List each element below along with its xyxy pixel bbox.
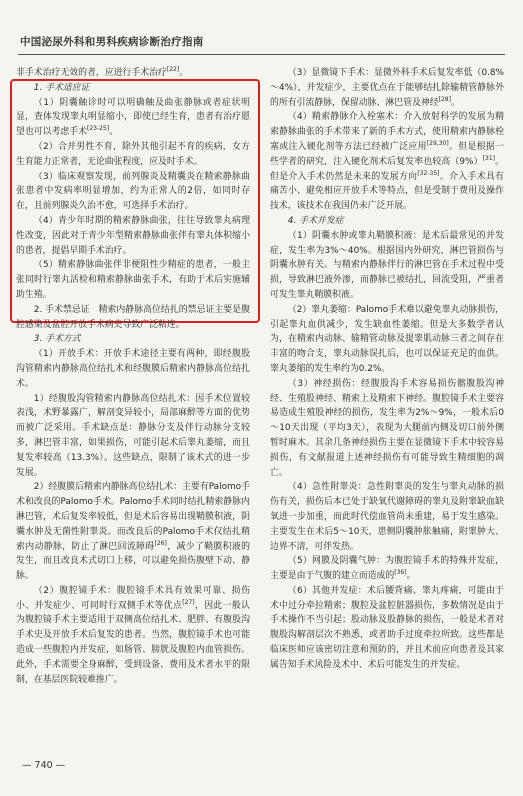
- citation: [31]: [482, 154, 495, 162]
- citation: [28]: [438, 95, 451, 103]
- page-number: — 740 —: [22, 760, 66, 771]
- citation: [27]: [182, 598, 195, 606]
- indication-4: （4）青少年时期的精索静脉曲张，往往导致睾丸病理性改变，因此对于青少年型精索静脉曲张伴有睾丸体积缩小的患者，提倡早期手术治疗。: [16, 215, 250, 256]
- inguinal-approach-paragraph: 1）经腹股沟管精索内静脉高位结扎术：因手术位置较表浅，术野暴露广，解剖变异较小，局部麻醉等方面的优势而被广泛采用。手术缺点是：静脉分支及伴行动脉分支较多，淋巴管丰富，如果损伤，可能引起术后睾丸萎缩，而且复发率较高（13.3%）。这些缺点，限制了该术式的进一步发展。: [16, 393, 250, 478]
- laparoscopic-text-tail: ，因此一般认为腹腔镜手术主要适用于双侧高位结扎术、肥胖、有腹股沟手术史及开放手术后复发的患者。当然，腹腔镜手术也可能造成一些腹腔内并发症，如肠管、膀胱及腹腔内血管损伤。此外，手术需要全身麻醉，受到设备、费用及术者水平的限制，在基层医院较难推广。: [16, 600, 251, 685]
- retroperitoneal-text: 2）经腹膜后精索内静脉高位结扎术：主要有Palomo手术和改良的Palomo手术。Palomo手术同时结扎精索静脉内淋巴管，术后复发率较低，但是术后容易出现鞘膜积液，阴囊水肿及无菌性附睾炎。而改良后的Palomo手术仅结扎精索内动静脉，防止了淋巴回流障碍: [16, 482, 250, 552]
- complication-1: （1）阴囊水肿或睾丸鞘膜积液：是术后最常见的并发症，发生率为3%～40%。根据国内外研究，淋巴管损伤与阴囊水肿有关。与精索内静脉伴行的淋巴管在手术过程中受损，导致淋巴液外渗，而静脉已被结扎，回流受阻，严重者可发生睾丸鞘膜积液。: [270, 230, 504, 300]
- citation: [26]: [154, 539, 167, 547]
- citation: [32-35]: [417, 169, 440, 177]
- indication-1: （1）阴囊触诊时可以明确触及曲张静脉或者症状明显，查体发现睾丸明显缩小，即使已经生育，患者有治疗愿望也可以考虑手术[23-25]。: [16, 97, 250, 138]
- embolization-text-3: 。但是介入手术仍然是未来的发展方向: [270, 156, 505, 182]
- laparoscopic-text: （2）腹腔镜手术：腹腔镜手术具有效果可靠、损伤小、并发症少、可同时行双侧手术等优点: [16, 585, 250, 611]
- running-header: 中国泌尿外科和男科疾病诊断治疗指南: [20, 36, 204, 48]
- complication-2: （2）睾丸萎缩：Palomo手术难以避免睾丸动脉损伤，引起睾丸血供减少，发生缺血性萎缩。但是大多数学者认为，在精索内动脉、输精管动脉及提睾肌动脉三者之间存在丰富的吻合支，睾丸动脉误扎后，也可以保证充足的血供。睾丸萎缩的发生率约为0.2%。: [270, 304, 504, 374]
- open-surgery-paragraph: （1）开放手术：开放手术途径主要有两种，即经腹股沟管精索内静脉高位结扎术和经腹膜后精索内静脉高位结扎术。: [16, 349, 250, 389]
- contraindications-paragraph: 2. 手术禁忌证 精索内静脉高位结扎的禁忌证主要是腹腔感染及盆腔开放手术病史导致广泛粘连。: [16, 304, 250, 330]
- complication-6: （6）其他并发症：术后腰背痛、睾丸疼痛，可能由于术中过分牵拉精索；腹腔及盆腔脏器损伤，多数情况是由于手术操作不当引起；股动脉及股静脉的损伤，一般是术者对腹股沟解剖层次不熟悉，或者助手过度牵拉所致。这些都是临床医师应该密切注意和预防的，并且术前应向患者及其家属告知手术风险及术中、术后可能发生的并发症。: [270, 585, 504, 670]
- complication-3: （3）神经损伤：经腹股沟手术容易损伤髂腹股沟神经、生殖股神经、精索上及精索下神经。腹腔镜手术主要容易造成生殖股神经的损伤，发生率为2%～9%，一般术后0～10天出现（平均3天），表现为大腿前内侧及切口前外侧暂时麻木。其余几条神经损伤主要在显微镜下手术中较容易损伤，有文献报道上述神经损伤有可能导致生精细胞的凋亡。: [270, 378, 504, 478]
- complication-4: （4）急性附睾炎：急性附睾炎的发生与睾丸动脉的损伤有关，损伤后本已处于缺氧代谢障碍的睾丸及附睾缺血缺氧进一步加重，而此时代偿血管尚未重建，易于发生感染。主要发生在术后5～10天，患侧阴囊肿胀触痛，附睾肿大、边界不清，可伴发热。: [270, 482, 504, 552]
- complication-5: [270, 554, 504, 584]
- indication-2: （2）合并男性不育，除外其他引起不育的疾病，女方生育能力正常者，无论曲张程度，应及时手术。: [16, 141, 250, 167]
- section-heading-indications: 1. 手术适应证: [33, 82, 90, 93]
- embolization-paragraph: [270, 110, 504, 214]
- embolization-text-4: 。介入手术具有痛苦小、避免相应开放手术等特点，但是受制于费用及操作技术，该技术在我国仍未广泛开展。: [270, 171, 504, 212]
- laparoscopic-paragraph: [16, 584, 250, 688]
- intro-text: 非手术治疗无效的者，应进行手术治疗: [16, 68, 167, 78]
- left-column: [16, 66, 250, 687]
- microsurgery-text: （3）显微镜下手术：显微外科手术后复发率低（0.8%～4%），并发症少，主要优点在于能够结扎除输精管静脉外的所有引流静脉，保留动脉、淋巴管及神经: [270, 68, 504, 108]
- citation: [22]: [166, 66, 180, 74]
- retroperitoneal-text-tail: ，减少了鞘膜积液的发生，而且改良术式切口上移，可以避免损伤腹壁下动、静脉。: [16, 541, 251, 582]
- complication-5-text: （5）网膜及阴囊气肿：为腹腔镜手术的特殊并发症，主要是由于气腹的建立而造成的: [270, 556, 504, 582]
- citation: [23-25]: [87, 125, 110, 133]
- intro-paragraph: 非手术治疗无效的者，应进行手术治疗[22]。: [16, 66, 189, 78]
- citation: [36]: [394, 569, 407, 577]
- right-column: [270, 66, 504, 673]
- microsurgery-text-tail: 。: [450, 97, 460, 108]
- retroperitoneal-approach-paragraph: [16, 480, 250, 584]
- citation: [29,30]: [426, 140, 449, 148]
- section-heading-complications: 4. 手术并发症: [287, 215, 344, 226]
- embolization-text: （4）精索静脉介入栓塞术：介入放射科学的发展为精索静脉曲张的手术带来了新的手术方式，使用精索内静脉栓塞或注入硬化剂等方法已经被广泛应用: [270, 112, 504, 152]
- indication-5: （5）精索静脉曲张伴非梗阻性少精症的患者，一般主张同时行睾丸活检和精索静脉曲张手术，有助于术后实施辅助生殖。: [16, 260, 250, 300]
- header-rule: [18, 54, 505, 55]
- indication-3: （3）临床观察发现，前列腺炎及精囊炎在精索静脉曲张患者中发病率明显增加，约为正常人的2倍，如同时存在，且前列腺炎久治不愈，可选择手术治疗。: [16, 171, 250, 212]
- embolization-text-2: 。但是根据一些学者的研究，注入硬化剂术后复发率也较高（9%）: [270, 141, 505, 167]
- section-heading-methods: 3. 手术方式: [33, 334, 81, 345]
- indication-1-text: （1）阴囊触诊时可以明确触及曲张静脉或者症状明显，查体发现睾丸明显缩小，即使已经生育，患者有治疗愿望也可以考虑手术: [16, 97, 250, 138]
- complication-5-tail: 。: [406, 571, 416, 582]
- microsurgery-paragraph: [270, 66, 504, 110]
